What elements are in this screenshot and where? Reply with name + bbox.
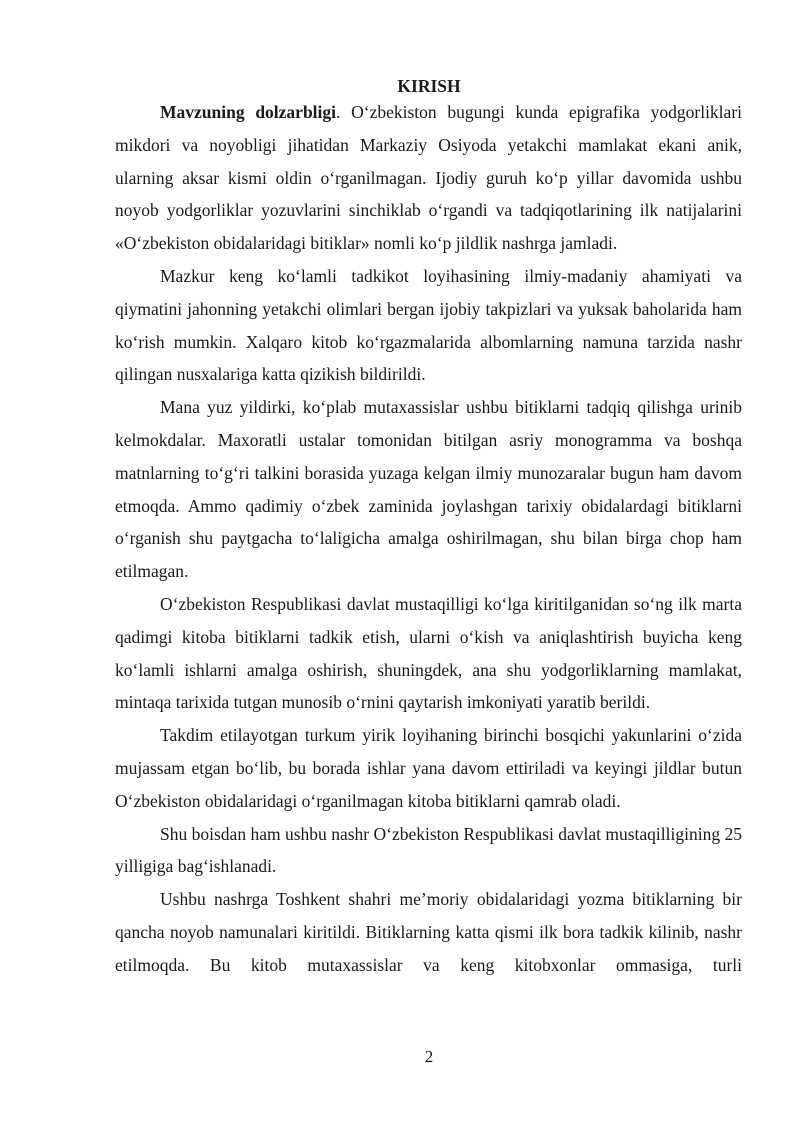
relevance-label: Mavzuning dolzarbligi xyxy=(160,102,337,122)
page-number: 2 xyxy=(424,1047,434,1066)
section-heading: KIRISH xyxy=(397,76,461,96)
body-text xyxy=(115,96,742,982)
paragraph: Takdim etilayotgan turkum yirik loyihaning birinchi bosqichi yakunlarini o‘zida mujassam etgan bo‘lib, bu borada ishlar yana davom ettiriladi va keyingi jildlar butun O‘zbekiston obidalaridagi o‘rganilmagan kitoba bitiklarni qamrab oladi. xyxy=(115,725,742,811)
paragraph: O‘zbekiston Respublikasi davlat mustaqilligi ko‘lga kiritilganidan so‘ng ilk marta qadimgi kitoba bitiklarni tadkik etish, ularni o‘kish va aniqlashtirish buyicha keng ko‘lamli ishlarni amalga oshirish, shuningdek, ana shu yodgorliklarning mamlakat, mintaqa tarixida tutgan munosib o‘rnini qaytarish imkoniyati yaratib berildi. xyxy=(115,593,742,713)
relevance-text: . O‘zbekiston bugungi kunda epigrafika yodgorliklari mikdori va noyobligi jihatidan Markaziy Osiyoda yetakchi mamlakat ekani anik, ularning aksar kismi oldin o‘rganilmagan. Ijodiy guruh ko‘p yillar davomida ushbu noyob yodgorliklar yozuvlarini sinchiklab o‘rgandi va tadqiqotlarining ilk natijalarini «O‘zbekiston obidalaridagi bitiklar» nomli ko‘p jildlik nashrga jamladi. xyxy=(115,102,743,254)
paragraph: Ushbu nashrga Toshkent shahri me’moriy obidalaridagi yozma bitiklarning bir qancha noyob namunalari kiritildi. Bitiklarning katta qismi ilk bora tadkik kilinib, nashr etilmoqda. Bu kitob mutaxassislar va keng kitobxonlar ommasiga, turli xyxy=(115,889,742,975)
paragraph: Mazkur keng ko‘lamli tadkikot loyihasining ilmiy-madaniy ahamiyati va qiymatini jahonning yetakchi olimlari bergan ijobiy takpizlari va yuksak baholarida ham ko‘rish mumkin. Xalqaro kitob ko‘rgazmalarida albomlarning namuna tarzida nashr qilingan nusxalariga katta qizikish bildirildi. xyxy=(115,265,742,385)
paragraph: Mana yuz yildirki, ko‘plab mutaxassislar ushbu bitiklarni tadqiq qilishga urinib kelmokdalar. Maxoratli ustalar tomonidan bitilgan asriy monogramma va boshqa matnlarning to‘g‘ri talkini borasida yuzaga kelgan ilmiy munozaralar bugun ham davom etmoqda. Ammo qadimiy o‘zbek zaminida joylashgan tarixiy obidalardagi bitiklarni o‘rganish shu paytgacha to‘laligicha amalga oshirilmagan, shu bilan birga chop ham etilmagan. xyxy=(115,397,742,582)
paragraph: Shu boisdan ham ushbu nashr O‘zbekiston Respublikasi davlat mustaqilligining 25 yilligiga bag‘ishlanadi. xyxy=(115,823,742,877)
paragraph-relevance xyxy=(115,96,742,260)
